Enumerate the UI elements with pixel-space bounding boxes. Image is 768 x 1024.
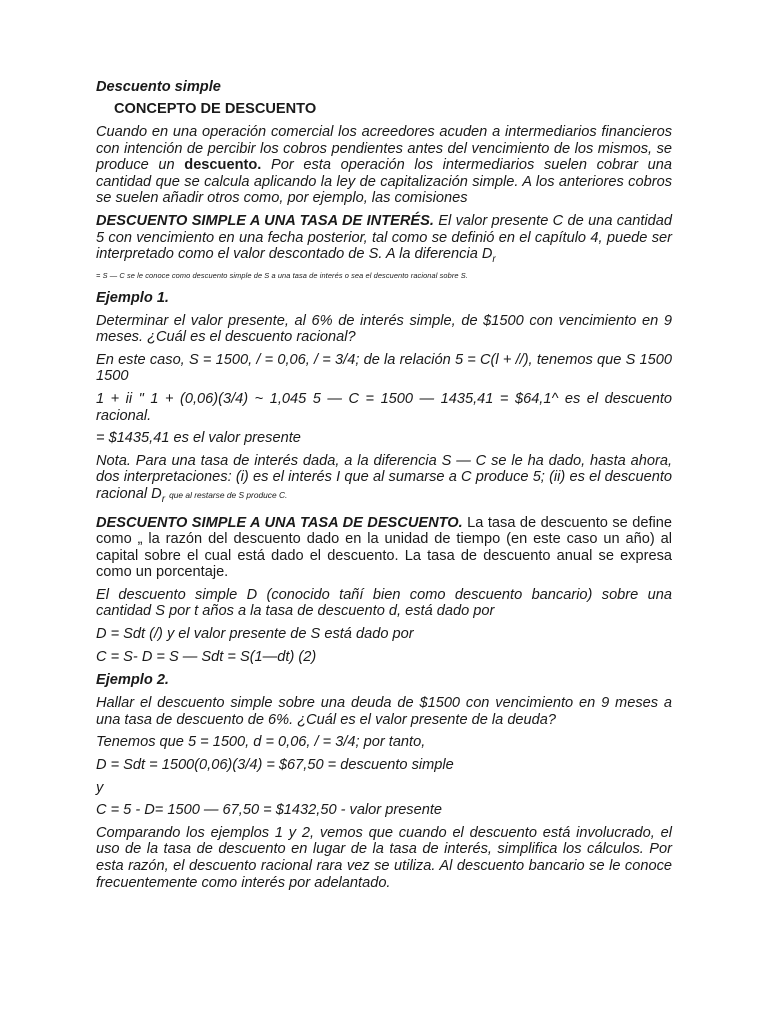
ejemplo2-heading: Ejemplo 2. bbox=[96, 672, 169, 689]
rate-discount-heading: DESCUENTO SIMPLE A UNA TASA DE DESCUENTO. bbox=[96, 514, 463, 531]
ejemplo1-line: Determinar el valor presente, al 6% de interés simple, de $1500 con vencimiento en 9 meses. ¿Cuál es el descuento racional? bbox=[96, 312, 672, 346]
ejemplo2-line: Tenemos que 5 = 1500, d = 0,06, / = 3/4; por tanto, bbox=[96, 734, 426, 751]
section-heading-concept: CONCEPTO DE DESCUENTO bbox=[114, 101, 317, 117]
formula-line: D = Sdt (/) y el valor presente de S está dado por bbox=[96, 626, 414, 643]
rate-interest-text: El valor presente C de una cantidad 5 con vencimiento en una fecha posterior, tal como se definió en el capítulo 4, puede ser interpretado como el valor descontado de S. A la diferencia D bbox=[96, 212, 672, 263]
conclusion-paragraph: Comparando los ejemplos 1 y 2, vemos que cuando el descuento está involucrado, el uso de la tasa de descuento en lugar de la tasa de interés, simplifica los cálculos. Por esta razón, el descuento racional rara vez se utiliza. Al descuento bancario se le conoce frecuentemente como interés por adelantado. bbox=[96, 824, 672, 891]
ejemplo2-line: y bbox=[96, 779, 104, 796]
ejemplo1-line: 1 + ii " 1 + (0,06)(3/4) ~ 1,045 5 — C = 1500 — 1435,41 = $64,1^ es el descuento racional. bbox=[96, 391, 672, 424]
note-text: Nota. Para una tasa de interés dada, a la diferencia S — C se le ha dado, hasta ahora, dos interpretaciones: (i) es el interés I que al sumarse a C produce 5; (ii) es el descuento racional D bbox=[96, 452, 672, 502]
ejemplo1-line: = $1435,41 es el valor presente bbox=[96, 430, 301, 447]
tiny-definition-line: = S — C se le conoce como descuento simple de S a una tasa de interés o sea el descuento racional sobre S. bbox=[96, 270, 468, 280]
rate-interest-heading: DESCUENTO SIMPLE A UNA TASA DE INTERÉS. bbox=[96, 212, 434, 229]
rate-interest-paragraph bbox=[96, 213, 672, 269]
document-page bbox=[96, 78, 672, 897]
ejemplo1-line: En este caso, S = 1500, / = 0,06, / = 3/4; de la relación 5 = C(l + //), tenemos que S 1500 1500 bbox=[96, 351, 672, 385]
note-small-text: que al restarse de S produce C. bbox=[169, 490, 288, 500]
ejemplo1-note bbox=[96, 453, 672, 509]
simple-discount-line: El descuento simple D (conocido tañí bien como descuento bancario) sobre una cantidad S por t años a la tasa de descuento d, está dado por bbox=[96, 586, 672, 620]
concept-bold-term: descuento. bbox=[184, 157, 262, 174]
page-title: Descuento simple bbox=[96, 79, 221, 95]
rate-discount-paragraph bbox=[96, 515, 672, 581]
concept-paragraph bbox=[96, 124, 672, 207]
concept-text-b: Por esta operación los intermediarios suelen cobrar una cantidad que se calcula aplicando la ley de capitalización simple. A los anteriores cobros se suelen añadir otros como, por ejemplo, las comisiones bbox=[96, 157, 672, 207]
ejemplo2-line: D = Sdt = 1500(0,06)(3/4) = $67,50 = descuento simple bbox=[96, 757, 454, 774]
formula-line: C = S- D = S — Sdt = S(1—dt) (2) bbox=[96, 648, 317, 665]
rate-discount-text: La tasa de descuento se define como „ la razón del descuento dado en la unidad de tiempo (en este caso un año) al capital sobre el cual está dado el descuento. La tasa de descuento anual se expresa como un porcentaje. bbox=[96, 514, 672, 581]
ejemplo2-line: Hallar el descuento simple sobre una deuda de $1500 con vencimiento en 9 meses a una tasa de descuento de 6%. ¿Cuál es el valor presente de la deuda? bbox=[96, 695, 672, 728]
concept-text-a: Cuando en una operación comercial los acreedores acuden a intermediarios financieros con intención de percibir los cobros pendientes antes del vencimiento de los mismos, se produce un bbox=[96, 124, 672, 174]
ejemplo1-heading: Ejemplo 1. bbox=[96, 289, 169, 306]
ejemplo2-line: C = 5 - D= 1500 — 67,50 = $1432,50 - valor presente bbox=[96, 802, 443, 819]
note-subscript: r bbox=[161, 493, 166, 505]
dr-subscript: r bbox=[492, 254, 496, 266]
